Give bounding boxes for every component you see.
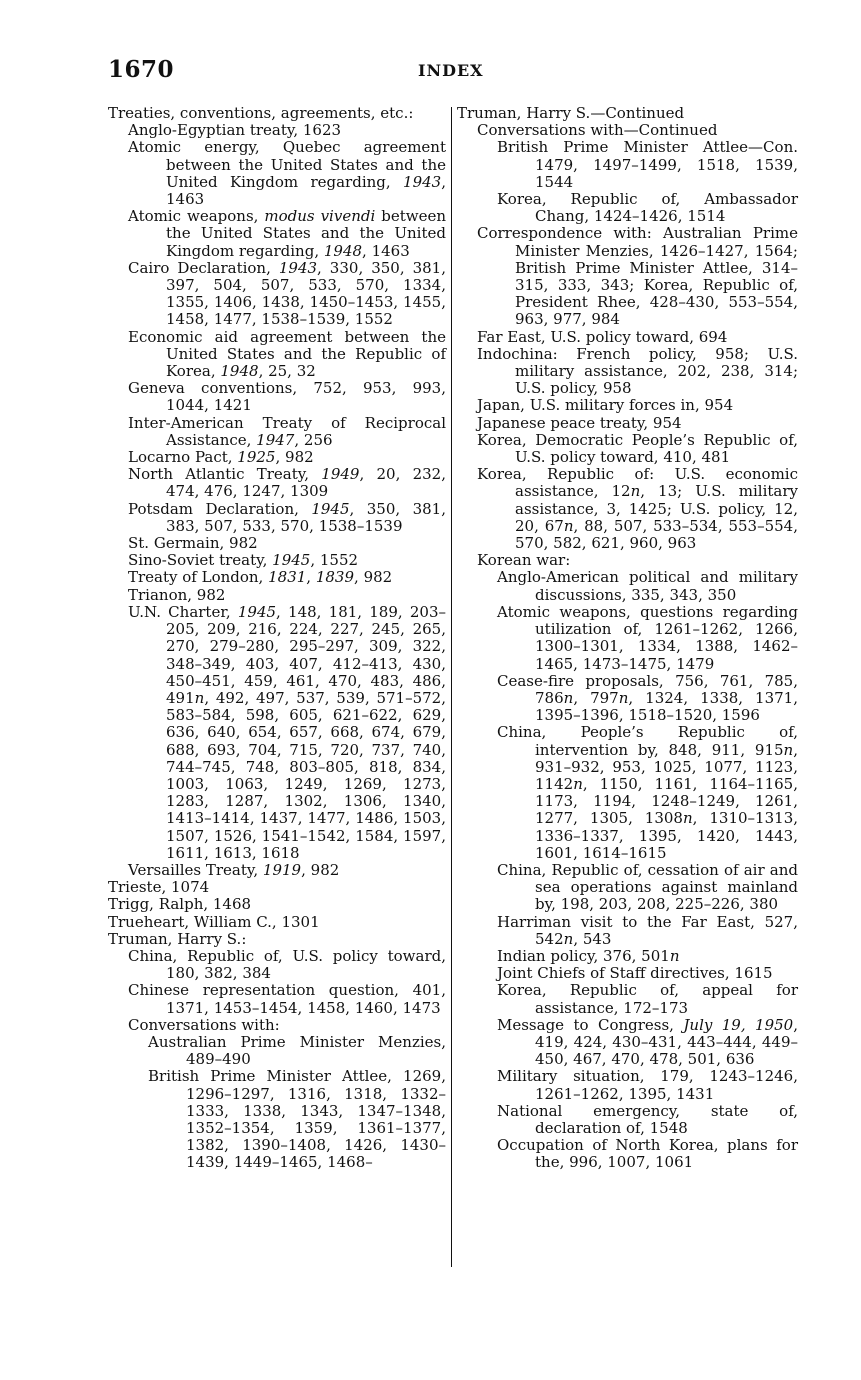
index-entry: Geneva conventions, 752, 953, 993, 1044, 1421 [128, 379, 446, 415]
index-entry: Japan, U.S. military forces in, 954 [477, 396, 734, 415]
index-entry: Indian policy, 376, 501n [497, 946, 680, 965]
index-entry: Chinese representation question, 401, 1371, 1453–1454, 1458, 1460, 1473 [128, 981, 446, 1017]
index-entry: U.N. Charter, 1945, 148, 181, 189, 203–205, 209, 216, 224, 227, 245, 265, 270, 279–280, 295–297, 309, 322, 348–349, 403, 407, 412–413, 430, 450–451, 459, 461, 470, 483, 486, 491n, 492, 497, 537, 539, 571–572, 583–584, 598, 605, 621–622, 629, 636, 640, 654, 657, 668, 674, 679, 688, 693, 704, 715, 720, 737, 740, 744–745, 748, 803–805, 818, 834, 1003, 1063, 1249, 1269, 1273, 1283, 1287, 1302, 1306, 1340, 1413–1414, 1437, 1477, 1486, 1503, 1507, 1526, 1541–1542, 1584, 1597, 1611, 1613, 1618 [128, 602, 447, 862]
index-entry: Conversations with: [128, 1015, 280, 1034]
index-entry: Economic aid agreement between the United States and the Republic of Korea, 1948, 25, 32 [128, 327, 446, 381]
index-entry: Military situation, 179, 1243–1246, 1261–1262, 1395, 1431 [497, 1067, 798, 1103]
column-divider [451, 107, 452, 1267]
index-entry: Joint Chiefs of Staff directives, 1615 [497, 964, 773, 983]
index-entry: Trieste, 1074 [108, 878, 210, 897]
index-entry: Trianon, 982 [128, 585, 226, 604]
index-entry: China, Republic of, cessation of air and sea operations against mainland by, 198, 203, 208, 225–226, 380 [497, 860, 798, 914]
index-entry: Inter-American Treaty of Reciprocal Assistance, 1947, 256 [128, 413, 446, 449]
index-entry: Truman, Harry S.—Continued [457, 104, 685, 122]
index-entry: Japanese peace treaty, 954 [477, 413, 682, 432]
index-entry: Indochina: French policy, 958; U.S. military assistance, 202, 238, 314; U.S. policy, 958 [477, 344, 798, 398]
index-entry: Correspondence with: Australian Prime Minister Menzies, 1426–1427, 1564; British Prime Minister Attlee, 314–315, 333, 343; Korea, Republic of, President Rhee, 428–430, 553–554, 963, 977, 984 [477, 224, 798, 329]
index-entry: Anglo-Egyptian treaty, 1623 [128, 121, 342, 140]
index-entry: North Atlantic Treaty, 1949, 20, 232, 474, 476, 1247, 1309 [128, 465, 446, 501]
index-entry: Treaty of London, 1831, 1839, 982 [128, 568, 393, 587]
index-entry: Atomic energy, Quebec agreement between the United States and the United Kingdom regarding, 1943, 1463 [128, 138, 446, 209]
index-entry: Atomic weapons, modus vivendi between the United States and the United Kingdom regarding, 1948, 1463 [128, 207, 447, 260]
index-column-right [457, 105, 798, 1172]
index-entry: Atomic weapons, questions regarding utilization of, 1261–1262, 1266, 1300–1301, 1334, 1388, 1462–1465, 1473–1475, 1479 [497, 602, 798, 673]
index-entry: Trigg, Ralph, 1468 [108, 895, 252, 914]
index-entry: Cease-fire proposals, 756, 761, 785, 786n, 797n, 1324, 1338, 1371, 1395–1396, 1518–1520, 1596 [497, 671, 798, 725]
index-entry: Korea, Democratic People’s Republic of, U.S. policy toward, 410, 481 [477, 430, 798, 467]
index-entry: St. Germain, 982 [128, 534, 258, 553]
index-entry: Korea, Republic of, appeal for assistance, 172–173 [497, 981, 798, 1017]
index-entry: Conversations with—Continued [477, 121, 718, 140]
index-column-left [108, 105, 446, 1172]
index-entry: Trueheart, William C., 1301 [108, 912, 320, 931]
index-entry: Versailles Treaty, 1919, 982 [128, 860, 340, 879]
index-entry: China, Republic of, U.S. policy toward, 180, 382, 384 [128, 946, 446, 983]
index-entry: Potsdam Declaration, 1945, 350, 381, 383, 507, 533, 570, 1538–1539 [128, 499, 446, 535]
index-entry: Far East, U.S. policy toward, 694 [477, 327, 728, 346]
index-entry: Occupation of North Korea, plans for the, 996, 1007, 1061 [497, 1136, 798, 1172]
index-entry: National emergency, state of, declaration of, 1548 [497, 1101, 798, 1137]
index-entry: China, People’s Republic of, intervention by, 848, 911, 915n, 931–932, 953, 1025, 1077, 1123, 1142n, 1150, 1161, 1164–1165, 1173, 1194, 1248–1249, 1261, 1277, 1305, 1308n, 1310–1313, 1336–1337, 1395, 1420, 1443, 1601, 1614–1615 [497, 723, 799, 862]
index-entry: Truman, Harry S.: [108, 929, 247, 948]
index-entry: Message to Congress, July 19, 1950, 419, 424, 430–431, 443–444, 449–450, 467, 470, 478, 501, 636 [497, 1015, 799, 1069]
index-entry: Cairo Declaration, 1943, 330, 350, 381, 397, 504, 507, 533, 570, 1334, 1355, 1406, 1438, 1450–1453, 1455, 1458, 1477, 1538–1539, 1552 [128, 258, 446, 329]
index-entry: Australian Prime Minister Menzies, 489–490 [148, 1032, 446, 1069]
index-entry: Korea, Republic of: U.S. economic assistance, 12n, 13; U.S. military assistance, 3, 1425; U.S. policy, 12, 20, 67n, 88, 507, 533–534, 553–554, 570, 582, 621, 960, 963 [477, 465, 798, 553]
index-entry: British Prime Minister Attlee—Con. 1479, 1497–1499, 1518, 1539, 1544 [497, 138, 798, 191]
index-entry: Harriman visit to the Far East, 527, 542n, 543 [497, 912, 798, 948]
index-entry: British Prime Minister Attlee, 1269, 1296–1297, 1316, 1318, 1332–1333, 1338, 1343, 1347–1348, 1352–1354, 1359, 1361–1377, 1382, 1390–1408, 1426, 1430–1439, 1449–1465, 1468– [148, 1067, 446, 1172]
page-number: 1670 [108, 56, 175, 83]
index-entry: Locarno Pact, 1925, 982 [128, 448, 314, 467]
index-entry: Sino-Soviet treaty, 1945, 1552 [128, 551, 359, 570]
page-title: INDEX [418, 61, 484, 80]
index-entry: Korea, Republic of, Ambassador Chang, 1424–1426, 1514 [497, 190, 798, 226]
index-entry: Korean war: [477, 551, 571, 570]
index-entry: Anglo-American political and military discussions, 335, 343, 350 [497, 568, 798, 604]
index-entry: Treaties, conventions, agreements, etc.: [108, 104, 414, 122]
